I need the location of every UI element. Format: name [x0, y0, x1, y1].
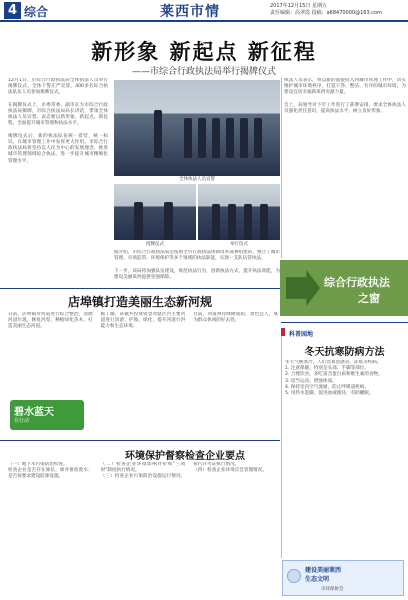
- photo-figure: [226, 118, 234, 158]
- lead-photo-3: [198, 184, 280, 240]
- arrow-icon: [286, 270, 320, 306]
- lead-photo-main: [114, 80, 280, 176]
- promo-title-2: 之窗: [358, 292, 380, 305]
- promo-box: [280, 260, 408, 316]
- green-logo-subtitle: 在行动: [14, 418, 30, 424]
- masthead-editor: 责任编辑：高翠霞 投稿：a68470000@163.com: [270, 10, 382, 16]
- column-divider: [281, 78, 282, 258]
- column-divider: [281, 330, 282, 558]
- photo-figure: [244, 204, 252, 240]
- science-section-label: 科普园地: [289, 331, 314, 338]
- ad-line-1: 建设美丽莱西: [305, 567, 342, 574]
- ad-line-3: 市环保协会: [321, 587, 344, 592]
- lead-photo-3-caption: 举行仪式: [230, 242, 248, 247]
- third-story-text: （一）地下水污染防治检查。 检查企业是否存在渗坑、渗井排放废水；是否按要求建设防渗设施。 （二）检查企业环境影响评价和"三同时"制度执行情况。 （三）检查企业污染防治设施运行情况，排污许可证执行情况。 （四）检查企业环境应急管理情况。: [8, 462, 267, 480]
- second-story-text: 日前，店埠镇对河道进行综合整治，清理河道垃圾，修复河堤，种植绿化苗木，打造美丽生态河道。 据了解，该镇共投资资金对辖区内主要河道进行清淤、护坡、绿化，提升河道行洪能力和生态环境。 目前，河道两岸绿树成荫，景色宜人，成为群众休闲的好去处。: [8, 312, 278, 330]
- photo-figure: [134, 202, 143, 240]
- section-divider: [281, 322, 408, 323]
- photo-figure: [240, 118, 248, 158]
- lead-photo-2: [114, 184, 196, 240]
- masthead-date: 2017年12月15日 星期五: [270, 3, 328, 9]
- photo-figure: [164, 202, 173, 240]
- lead-middle-column: 据介绍，市综合行政执法局是按照全市行政执法体制改革部署组建的，整合了城市管理、市场监管、环境保护等多个领域的执法职能，实现一支队伍管执法。 下一步，该局将加强队伍建设，规范执法行为，创新执法方式，提升执法效能，为建设美丽莱西提供坚强保障。: [114, 250, 280, 280]
- right-column-text: 执法人员表示，将以新的面貌投入到城市管理工作中，切实维护城市环境秩序，打造干净、整洁、有序的城市环境，为建设宜居幸福新莱西贡献力量。 会上，局领导对下步工作进行了部署安排，要求全体执法人员强化责任意识，提高执法水平，树立良好形象。: [284, 78, 406, 115]
- lead-photo-main-caption: 全体执法人员宣誓: [179, 177, 215, 182]
- photo-figure: [228, 204, 236, 240]
- lead-photo-2-caption: 授牌仪式: [146, 242, 164, 247]
- paper-name: 莱西市情: [160, 4, 220, 20]
- photo-figure: [184, 118, 192, 158]
- section-divider: [0, 288, 280, 289]
- photo-figure: [154, 110, 162, 158]
- photo-figure: [212, 204, 220, 240]
- masthead-meta: [270, 3, 382, 17]
- section-label: 综合: [24, 5, 49, 19]
- third-headline: 环境保护督察检查企业要点: [125, 451, 245, 462]
- photo-figure: [260, 204, 268, 240]
- ad-line-2: 生态文明: [305, 576, 330, 583]
- ad-box: [282, 560, 404, 596]
- lead-headline: 新形象 新起点 新征程: [91, 39, 317, 64]
- lead-left-column: 12月1日，市综合行政执法局全体执法人员举行揭牌仪式，全体干警庄严宣誓，400多名综合执法队伍人员参加揭牌仪式。 在揭牌仪式上，市委常委、副市长为市综合行政执法局揭牌，市综合执法局局长讲话，带领全体执法人员宣誓，表态要以新形象、新起点、新征程，全面提升城市管理和执法水平。 揭牌仪式后，新的执法队伍统一着装，统一标识，在城市管理工作中发挥更大作用。市综合行政执法局将坚持以人民为中心的发展理念，推进城市管理领域综合执法，进一步提升城市精细化管理水平。: [8, 78, 108, 164]
- second-headline: 店埠镇打造美丽生态新河规: [67, 295, 212, 309]
- globe-icon: [287, 569, 301, 583]
- section-divider: [0, 440, 280, 441]
- science-title: 冬天抗寒防病方法: [304, 347, 385, 358]
- green-logo: [10, 400, 84, 430]
- green-logo-title: 碧水蓝天: [14, 407, 54, 418]
- science-text: 冬天气候寒冷，人们容易患感冒、冻疮等疾病。 1. 注意保暖，特别是头部、手脚等部位。 2. 合理饮食，多吃富含蛋白质和维生素的食物。 3. 适当运动，增强体质。 4. 保持室内空气流通，防止呼吸道疾病。 5. 用热水泡脚，促进血液循环，有助睡眠。: [285, 360, 383, 397]
- lead-subheadline: ——市综合行政执法局举行揭牌仪式: [131, 67, 276, 77]
- section-marker: [281, 328, 285, 336]
- photo-figure: [198, 118, 206, 158]
- photo-figure: [254, 118, 262, 158]
- page-number: 4: [4, 2, 21, 19]
- photo-figure: [212, 118, 220, 158]
- promo-title-1: 综合行政执法: [324, 276, 390, 289]
